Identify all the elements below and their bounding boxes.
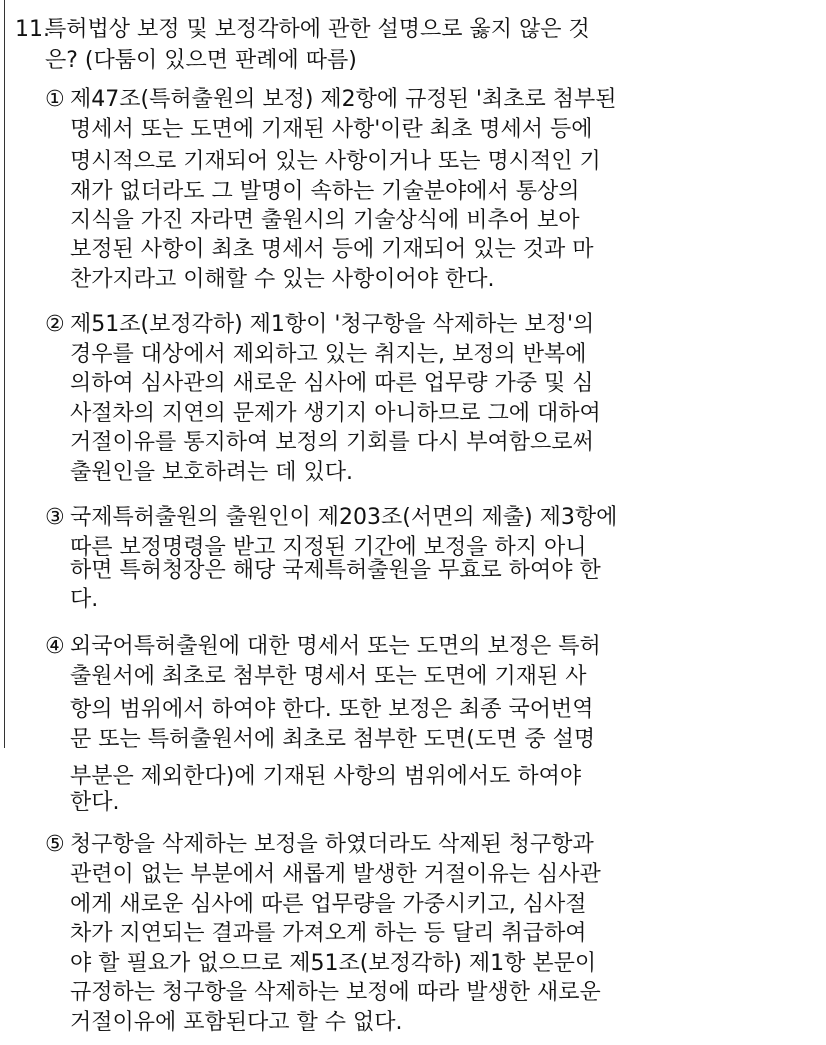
option-2-text-line: 사절차의 지연의 문제가 생기지 아니하므로 그에 대하여 [70, 401, 601, 426]
option-3-marker: ③ [45, 505, 65, 530]
option-5-text-line: 차가 지연되는 결과를 가져오게 하는 등 달리 취급하여 [70, 921, 587, 946]
option-4-text-line: 문 또는 특허출원서에 최초로 첨부한 도면(도면 중 설명 [70, 727, 596, 752]
option-4-text-line: 항의 범위에서 하여야 한다. 또한 보정은 최종 국어번역 [70, 697, 594, 722]
option-1-text-line: 명시적으로 기재되어 있는 사항이거나 또는 명시적인 기 [70, 149, 601, 174]
option-5-text-line: 거절이유에 포함된다고 할 수 없다. [70, 1010, 403, 1035]
left-margin-rule [4, 0, 5, 748]
option-4-marker: ④ [45, 634, 65, 659]
option-5-text-line: 청구항을 삭제하는 보정을 하였더라도 삭제된 청구항과 [70, 832, 594, 857]
option-4-text-line: 출원서에 최초로 첨부한 명세서 또는 도면에 기재된 사 [70, 664, 587, 689]
option-1-text-line: 제47조(특허출원의 보정) 제2항에 규정된 '최초로 첨부된 [70, 87, 617, 112]
option-4-text-line: 한다. [70, 790, 120, 815]
option-1-marker: ① [45, 87, 65, 112]
option-2-text-line: 경우를 대상에서 제외하고 있는 취지는, 보정의 반복에 [70, 342, 587, 367]
option-3-text-line: 다. [70, 587, 99, 612]
question-number: 11. [15, 17, 50, 42]
option-4-text-line: 외국어특허출원에 대한 명세서 또는 도면의 보정은 특허 [70, 634, 601, 659]
option-4-text-line: 부분은 제외한다)에 기재된 사항의 범위에서도 하여야 [70, 764, 582, 789]
option-2-text-line: 의하여 심사관의 새로운 심사에 따른 업무량 가중 및 심 [70, 371, 594, 396]
option-2-text-line: 제51조(보정각하) 제1항이 '청구항을 삭제하는 보정'의 [70, 312, 595, 337]
option-1-text-line: 찬가지라고 이해할 수 있는 사항이어야 한다. [70, 267, 495, 292]
option-2-marker: ② [45, 312, 65, 337]
option-5-text-line: 관련이 없는 부분에서 새롭게 발생한 거절이유는 심사관 [70, 862, 601, 887]
option-5-text-line: 규정하는 청구항을 삭제하는 보정에 따라 발생한 새로운 [70, 980, 601, 1005]
option-5-text-line: 에게 새로운 심사에 따른 업무량을 가중시키고, 심사절 [70, 892, 587, 917]
question-text-line: 특허법상 보정 및 보정각하에 관한 설명으로 옳지 않은 것 [45, 17, 590, 42]
option-3-text-line: 하면 특허청장은 해당 국제특허출원을 무효로 하여야 한 [70, 558, 601, 583]
option-3-text-line: 따른 보정명령을 받고 지정된 기간에 보정을 하지 아니 [70, 535, 587, 560]
option-1-text-line: 보정된 사항이 최초 명세서 등에 기재되어 있는 것과 마 [70, 237, 594, 262]
option-1-text-line: 지식을 가진 자라면 출원시의 기술상식에 비추어 보아 [70, 208, 580, 233]
option-2-text-line: 출원인을 보호하려는 데 있다. [70, 460, 353, 485]
option-3-text-line: 국제특허출원의 출원인이 제203조(서면의 제출) 제3항에 [70, 505, 618, 530]
option-2-text-line: 거절이유를 통지하여 보정의 기회를 다시 부여함으로써 [70, 430, 594, 455]
option-1-text-line: 재가 없더라도 그 발명이 속하는 기술분야에서 통상의 [70, 179, 580, 204]
option-5-marker: ⑤ [45, 832, 65, 857]
option-5-text-line: 야 할 필요가 없으므로 제51조(보정각하) 제1항 본문이 [70, 951, 597, 976]
question-text-line: 은? (다툼이 있으면 판례에 따름) [45, 48, 357, 73]
option-1-text-line: 명세서 또는 도면에 기재된 사항'이란 최초 명세서 등에 [70, 117, 593, 142]
